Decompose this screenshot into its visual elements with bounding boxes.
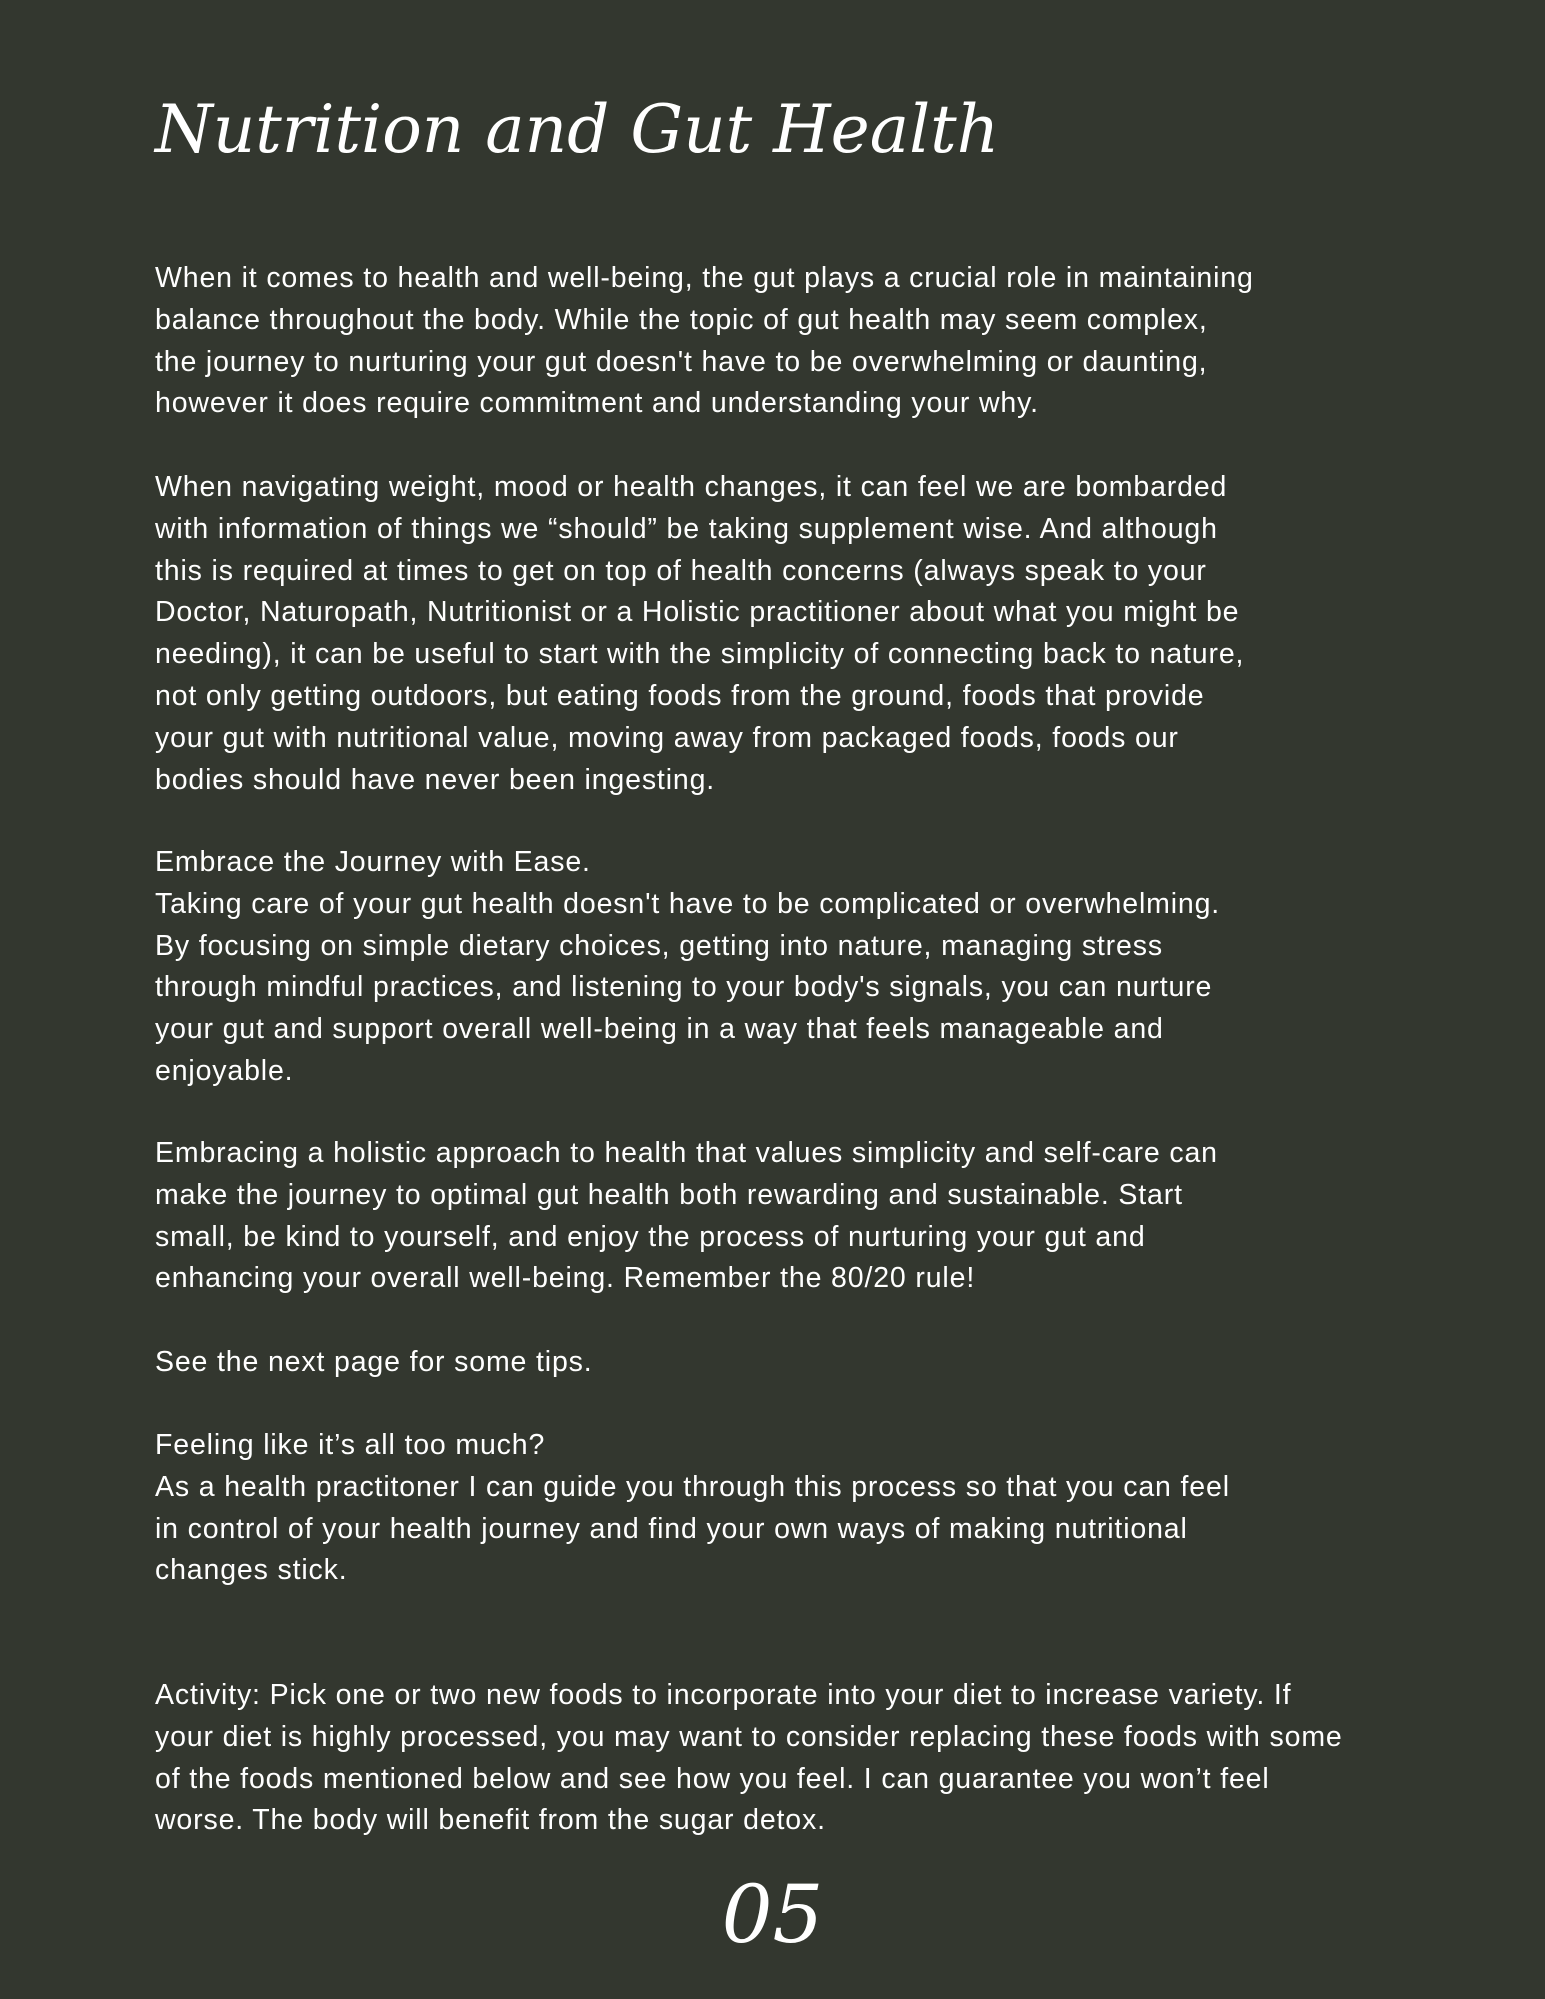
paragraph-line: however it does require commitment and understanding your why. — [155, 387, 1039, 420]
paragraph-line: your diet is highly processed, you may want to consider replacing these foods with some — [155, 1720, 1343, 1753]
page-number: 05 — [721, 1868, 824, 1961]
paragraph-line: your gut and support overall well-being in a way that feels manageable and — [155, 1013, 1164, 1046]
paragraph-line: Embrace the Journey with Ease. — [155, 846, 591, 878]
paragraph-navigating-changes — [155, 467, 1244, 801]
paragraph-line: make the journey to optimal gut health both rewarding and sustainable. Start — [155, 1178, 1183, 1211]
paragraph-line: small, be kind to yourself, and enjoy the process of nurturing your gut and — [155, 1220, 1146, 1253]
paragraph-line: needing), it can be useful to start with the simplicity of connecting back to nature, — [155, 638, 1245, 671]
paragraph-line: By focusing on simple dietary choices, getting into nature, managing stress — [155, 929, 1163, 962]
paragraph-line: not only getting outdoors, but eating foods from the ground, foods that provide — [155, 679, 1205, 712]
paragraph-holistic-approach — [155, 1133, 1218, 1300]
paragraph-line: Taking care of your gut health doesn't have to be complicated or overwhelming. — [155, 887, 1221, 920]
paragraph-line: As a health practitoner I can guide you through this process so that you can feel — [155, 1470, 1230, 1503]
paragraph-line: enhancing your overall well-being. Remember the 80/20 rule! — [155, 1262, 976, 1295]
paragraph-line: When navigating weight, mood or health changes, it can feel we are bombarded — [155, 471, 1228, 503]
paragraph-too-much — [155, 1425, 1230, 1592]
paragraph-line: bodies should have never been ingesting. — [155, 763, 716, 796]
paragraph-line: of the foods mentioned below and see how you feel. I can guarantee you won’t feel — [155, 1762, 1270, 1795]
page-title: Nutrition and Gut Health — [155, 91, 1000, 168]
paragraph-next-page — [155, 1342, 593, 1384]
paragraph-embrace-journey — [155, 842, 1220, 1093]
paragraph-line: this is required at times to get on top of health concerns (always speak to your — [155, 554, 1207, 587]
paragraph-intro — [155, 258, 1254, 425]
paragraph-line: When it comes to health and well-being, the gut plays a crucial role in maintaining — [155, 262, 1254, 294]
paragraph-activity — [155, 1675, 1343, 1842]
paragraph-line: Embracing a holistic approach to health that values simplicity and self-care can — [155, 1137, 1218, 1169]
paragraph-line: enjoyable. — [155, 1054, 294, 1087]
paragraph-line: balance throughout the body. While the topic of gut health may seem complex, — [155, 303, 1208, 336]
paragraph-line: Feeling like it’s all too much? — [155, 1429, 546, 1461]
paragraph-line: worse. The body will benefit from the sugar detox. — [155, 1804, 826, 1837]
paragraph-line: Doctor, Naturopath, Nutritionist or a Holistic practitioner about what you might be — [155, 596, 1240, 629]
paragraph-line: with information of things we “should” be taking supplement wise. And although — [155, 512, 1218, 545]
paragraph-line: See the next page for some tips. — [155, 1346, 593, 1378]
paragraph-line: your gut with nutritional value, moving away from packaged foods, foods our — [155, 721, 1179, 754]
paragraph-line: Activity: Pick one or two new foods to incorporate into your diet to increase variety. If — [155, 1679, 1292, 1711]
paragraph-line: in control of your health journey and find your own ways of making nutritional — [155, 1512, 1188, 1545]
paragraph-line: changes stick. — [155, 1554, 348, 1587]
paragraph-line: the journey to nurturing your gut doesn't have to be overwhelming or daunting, — [155, 345, 1208, 378]
paragraph-line: through mindful practices, and listening to your body's signals, you can nurture — [155, 971, 1213, 1004]
